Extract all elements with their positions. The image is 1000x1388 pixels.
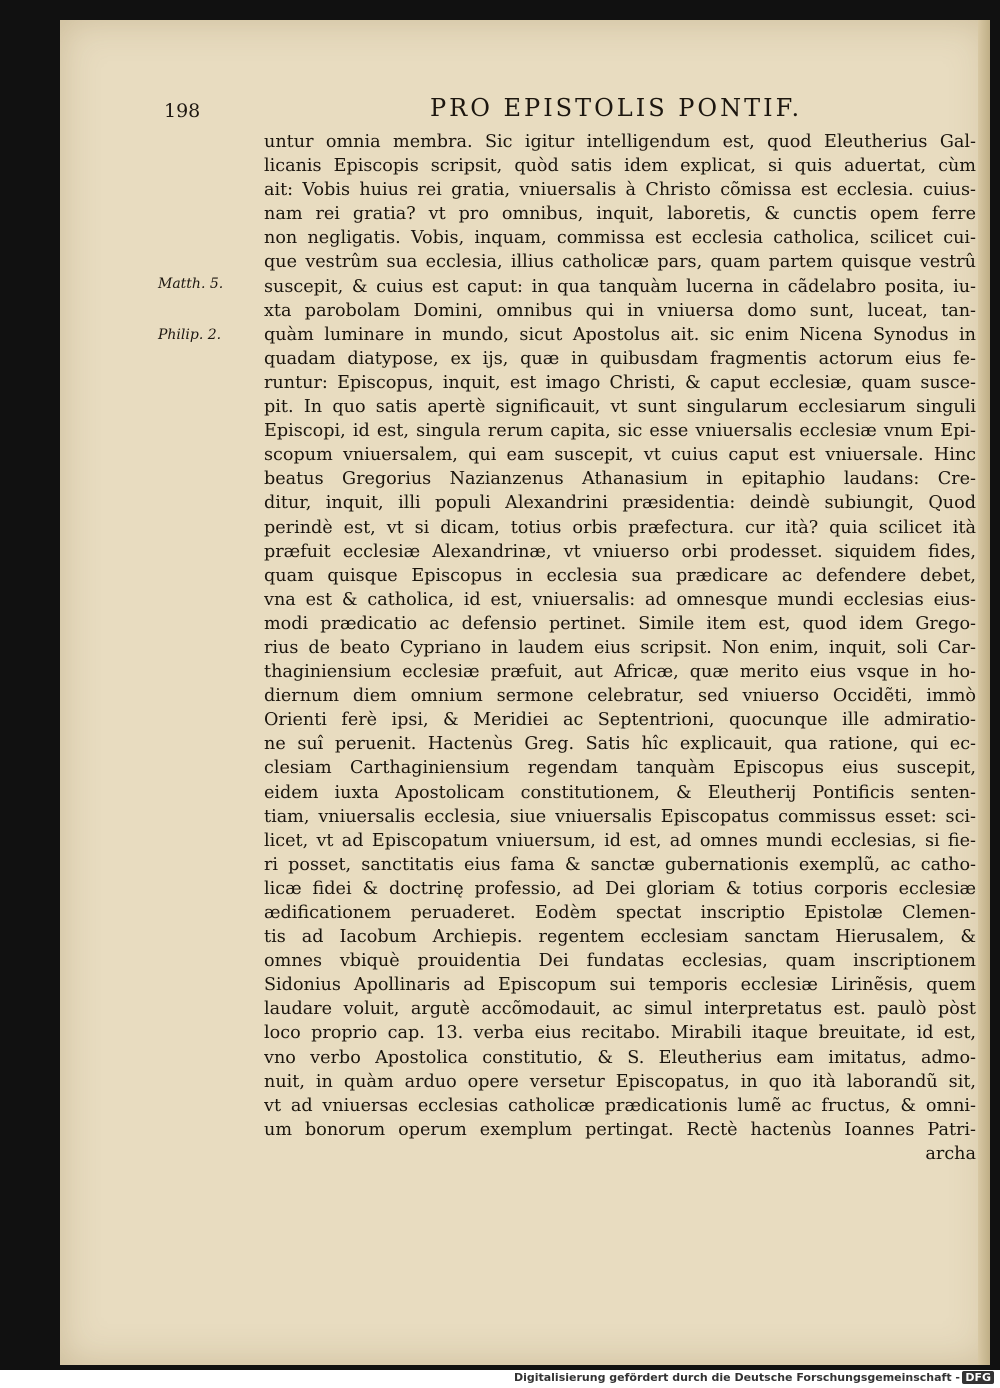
funding-notice: Digitalisierung gefördert durch die Deutsche Forschungsgemeinschaft - bbox=[513, 1371, 960, 1384]
text-line: diernum diem omnium sermone celebratur, sed vniuerso Occidẽti, immò bbox=[264, 686, 976, 707]
text-line: ri posset, sanctitatis eius fama & sanctæ gubernationis exemplũ, ac catho- bbox=[264, 854, 976, 875]
text-line: nam rei gratia? vt pro omnibus, inquit, laboretis, & cunctis opem ferre bbox=[264, 204, 976, 225]
body-text bbox=[264, 130, 976, 1166]
text-line: omnes vbiquè prouidentia Dei fundatas ecclesias, quam inscriptionem bbox=[264, 951, 976, 972]
text-line: untur omnia membra. Sic igitur intelligendum est, quod Eleutherius Gal- bbox=[264, 132, 976, 152]
text-line: ædificationem peruaderet. Eodèm spectat inscriptio Epistolæ Clemen- bbox=[264, 903, 976, 923]
text-line: Orienti ferè ipsi, & Meridiei ac Septentrioni, quocunque ille admiratio- bbox=[264, 710, 976, 731]
text-line: rius de beato Cypriano in laudem eius scripsit. Non enim, inquit, soli Car- bbox=[264, 637, 976, 658]
text-line: ne suî peruenit. Hactenùs Greg. Satis hîc explicauit, qua ratione, qui ec- bbox=[264, 734, 976, 755]
text-line: licet, vt ad Episcopatum vniuersum, id est, ad omnes mundi ecclesias, si fie- bbox=[264, 830, 976, 851]
margin-note-matthew: Matth. 5. bbox=[158, 276, 224, 292]
text-line: clesiam Carthaginiensium regendam tanquàm Episcopus eius suscepit, bbox=[264, 758, 976, 779]
text-line: perindè est, vt si dicam, totius orbis præfectura. cur ità? quia scilicet ità bbox=[264, 517, 976, 538]
text-line: scopum vniuersalem, qui eam suscepit, vt cuius caput est vniuersale. Hinc bbox=[264, 445, 976, 466]
page-number: 198 bbox=[164, 100, 201, 122]
text-line: modi prædicatio ac defensio pertinet. Simile item est, quod idem Grego- bbox=[264, 613, 976, 634]
text-line: præfuit ecclesiæ Alexandrinæ, vt vniuerso orbi prodesset. siquidem fides, bbox=[264, 541, 976, 562]
text-line: tis ad Iacobum Archiepis. regentem ecclesiam sanctam Hierusalem, & bbox=[264, 927, 976, 948]
text-line: licanis Episcopis scripsit, quòd satis idem explicat, si quis aduertat, cùm bbox=[264, 156, 976, 177]
page-edge bbox=[978, 20, 990, 1365]
text-line: licæ fidei & doctrinę professio, ad Dei gloriam & totius corporis ecclesiæ bbox=[264, 878, 976, 899]
text-line: quam quisque Episcopus in ecclesia sua prædicare ac defendere debet, bbox=[264, 565, 976, 586]
text-line: pit. In quo satis apertè significauit, vt sunt singularum ecclesiarum singuli bbox=[264, 397, 976, 418]
text-line: quadam diatypose, ex ijs, quæ in quibusdam fragmentis actorum eius fe- bbox=[264, 348, 976, 369]
margin-note-philippians: Philip. 2. bbox=[158, 327, 222, 343]
text-line: ait: Vobis huius rei gratia, vniuersalis à Christo cõmissa est ecclesia. cuius- bbox=[264, 180, 976, 201]
text-line: Sidonius Apollinaris ad Episcopum sui temporis ecclesiæ Lirinẽsis, quem bbox=[264, 975, 976, 996]
text-line: vna est & catholica, id est, vniuersalis: ad omnesque mundi ecclesias eius- bbox=[264, 589, 976, 610]
text-line: quàm luminare in mundo, sicut Apostolus ait. sic enim Nicena Synodus in bbox=[264, 324, 976, 345]
text-line: laudare voluit, argutè accõmodauit, ac simul interpretatus est. paulò pòst bbox=[264, 999, 976, 1020]
text-line: que vestrûm sua ecclesia, illius catholicæ pars, quam partem quisque vestrû bbox=[264, 252, 976, 273]
text-line: vt ad vniuersas ecclesias catholicæ prædicationis lumẽ ac fructus, & omni- bbox=[264, 1095, 976, 1116]
text-line: suscepit, & cuius est caput: in qua tanquàm lucerna in cãdelabro posita, iu- bbox=[264, 276, 976, 297]
text-line: ditur, inquit, illi populi Alexandrini præsidentia: deindè subiungit, Quod bbox=[264, 493, 976, 514]
text-line: nuit, in quàm arduo opere versetur Episcopatus, in quo ità laborandũ sit, bbox=[264, 1071, 976, 1092]
text-line: tiam, vniuersalis ecclesia, siue vniuersalis Episcopatus commissus esset: sci- bbox=[264, 806, 976, 827]
text-line: loco proprio cap. 13. verba eius recitabo. Mirabili itaque breuitate, id est, bbox=[264, 1023, 976, 1044]
text-line: Episcopi, id est, singula rerum capita, sic esse vniuersalis ecclesiæ vnum Epi- bbox=[264, 421, 976, 442]
running-head: PRO EPISTOLIS PONTIF. bbox=[430, 94, 803, 122]
text-line: um bonorum operum exemplum pertingat. Rectè hactenùs Ioannes Patri- bbox=[264, 1119, 976, 1140]
text-line: thaginiensium ecclesiæ præfuit, aut Africæ, quæ merito eius vsque in ho- bbox=[264, 662, 976, 683]
text-line: vno verbo Apostolica constitutio, & S. Eleutherius eam imitatus, admo- bbox=[264, 1047, 976, 1068]
text-line: archa bbox=[925, 1143, 976, 1164]
dfg-logo: DFG bbox=[962, 1371, 994, 1384]
text-line: non negligatis. Vobis, inquam, commissa est ecclesia catholica, scilicet cui- bbox=[264, 228, 976, 249]
text-line: beatus Gregorius Nazianzenus Athanasium in epitaphio laudans: Cre- bbox=[264, 469, 976, 490]
text-line: xta parobolam Domini, omnibus qui in vniuersa domo sunt, luceat, tan- bbox=[264, 300, 976, 321]
text-line: eidem iuxta Apostolicam constitutionem, & Eleutherij Pontificis senten- bbox=[264, 782, 976, 803]
text-line: runtur: Episcopus, inquit, est imago Christi, & caput ecclesiæ, quam susce- bbox=[264, 372, 976, 393]
